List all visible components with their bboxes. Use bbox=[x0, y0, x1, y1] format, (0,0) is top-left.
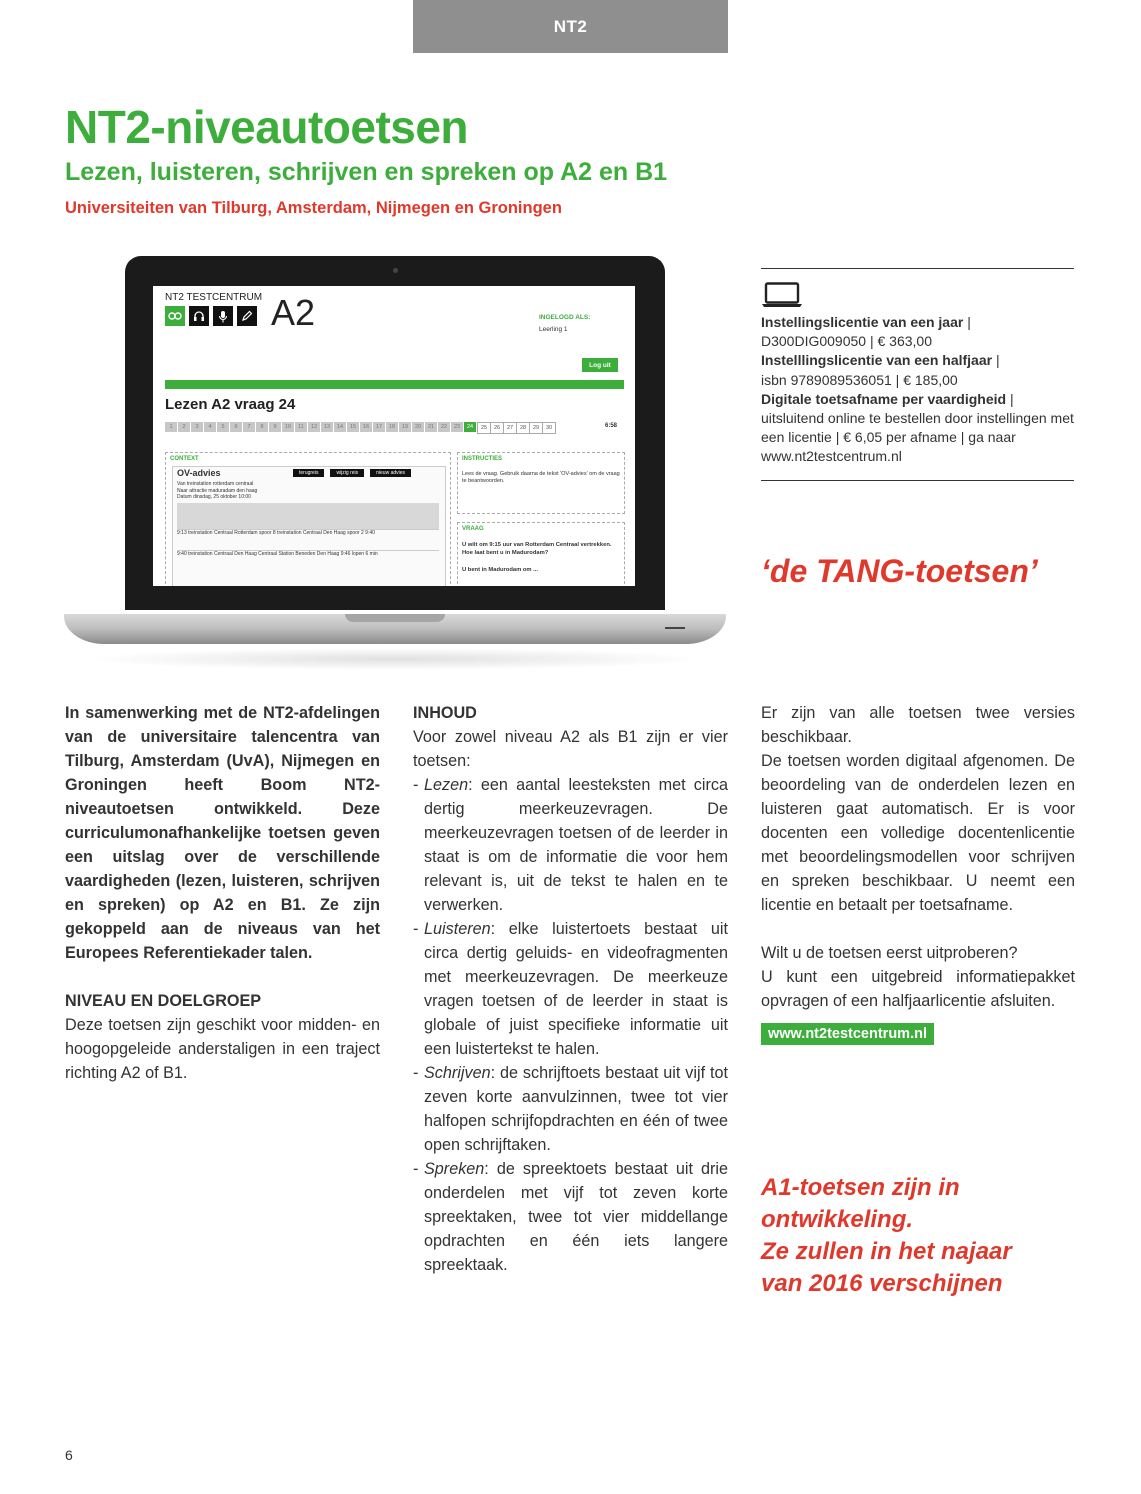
ov-button[interactable]: wijzig reis bbox=[330, 469, 364, 477]
ov-row: 9:40 treinstation Centraal Den Haag Centraal Station Beneden Den Haag 9:46 lopen 6 min bbox=[177, 550, 439, 571]
question-number[interactable]: 25 bbox=[477, 422, 491, 434]
list-item-text: : de schrijftoets bestaat uit vijf tot zeven korte aanvulzinnen, twee tot vier halfopen schrijfopdrachten en één of twee open schrijftaken. bbox=[424, 1064, 728, 1154]
license-2-details: isbn 9789089536051 | € 185,00 bbox=[761, 371, 958, 388]
question-number[interactable]: 9 bbox=[269, 422, 282, 432]
question-text: U wilt om 9:15 uur van Rotterdam Centraal vertrekken. Hoe laat bent u in Madurodam? bbox=[462, 542, 612, 556]
info-pack-text: U kunt een uitgebreid informatiepakket opvragen of een halfjaarlicentie afsluiten. bbox=[761, 968, 1075, 1010]
question-number[interactable]: 14 bbox=[334, 422, 347, 432]
question-number[interactable]: 18 bbox=[386, 422, 399, 432]
question-prompt: U bent in Madurodam om ... bbox=[462, 567, 539, 573]
license-info: Instellingslicentie van een jaar | D300DIG009050 | € 363,00 Instelllingslicentie van een halfjaar | isbn 9789089536051 | € 185,00 Digitale toetsafname per vaardigheid | uitsluitend online te bestellen door instellingen met een licentie | € 6,05 per afname | ga naar www.nt2testcentrum.nl bbox=[761, 314, 1074, 465]
question-number[interactable]: 11 bbox=[295, 422, 308, 432]
divider-bottom bbox=[761, 480, 1074, 481]
question-navigator bbox=[165, 422, 555, 434]
glasses-icon bbox=[165, 306, 185, 326]
ov-summary bbox=[177, 503, 439, 529]
screen-brand: NT2 TESTCENTRUM bbox=[165, 292, 263, 303]
context-label: CONTEXT bbox=[170, 456, 199, 462]
list-item bbox=[413, 917, 728, 1061]
login-user: Leerling 1 bbox=[539, 326, 568, 333]
question-number[interactable]: 5 bbox=[217, 422, 230, 432]
a1-line: Ze zullen in het najaar bbox=[761, 1238, 1012, 1265]
list-item-term: Lezen bbox=[424, 776, 469, 794]
a1-line: ontwikkeling. bbox=[761, 1206, 914, 1233]
content-intro: Voor zowel niveau A2 als B1 zijn er vier toetsen: bbox=[413, 728, 728, 770]
list-item bbox=[413, 773, 728, 917]
ov-title: OV-advies bbox=[177, 468, 221, 478]
ov-advies-panel bbox=[172, 466, 446, 586]
target-group-text: Deze toetsen zijn geschikt voor midden- en hoogopgeleide anderstaligen in een traject richting A2 of B1. bbox=[65, 1016, 380, 1082]
intro-paragraph: In samenwerking met de NT2-afdelingen van de universitaire talencentra van Tilburg, Amsterdam (UvA), Nijmegen en Groningen heeft Boom NT2-niveautoetsen ontwikkeld. Deze curriculumonafhankelijke toetsen geven een uitslag over de verschillende vaardigheden (lezen, luisteren, schrijven en spreken) op A2 en B1. Ze zijn gekoppeld aan de niveaus van het Europees Referentiekader talen. bbox=[65, 704, 380, 962]
test-list bbox=[413, 773, 728, 1277]
website-link[interactable]: www.nt2testcentrum.nl bbox=[761, 1023, 934, 1045]
context-panel bbox=[165, 452, 451, 586]
instructions-text: Lees de vraag. Gebruik daarna de tekst 'OV-advies' om de vraag te beantwoorden. bbox=[462, 471, 620, 484]
microphone-icon bbox=[213, 306, 233, 326]
headphones-icon bbox=[189, 306, 209, 326]
content-heading: INHOUD bbox=[413, 704, 477, 722]
camera-dot bbox=[393, 268, 398, 273]
question-number[interactable]: 26 bbox=[490, 422, 504, 434]
question-number[interactable]: 16 bbox=[360, 422, 373, 432]
laptop-notch bbox=[345, 614, 445, 622]
ov-line: Datum dinsdag, 25 oktober 10:00 bbox=[177, 494, 251, 500]
digital-text: De toetsen worden digitaal afgenomen. De beoordeling van de onderdelen lezen en luisteren gaat automatisch. Er is voor docenten een volledige docentenlicentie met beoordelingsmodellen voor schrijven en spreken beschikbaar. U neemt een licentie en betaalt per toetsafname. bbox=[761, 752, 1075, 914]
question-number[interactable]: 17 bbox=[373, 422, 386, 432]
license-1-details: D300DIG009050 | € 363,00 bbox=[761, 333, 932, 350]
divider-top bbox=[761, 268, 1074, 269]
instructions-label: INSTRUCTIES bbox=[462, 456, 503, 462]
list-item-text: : de spreektoets bestaat uit drie onderdelen met vijf tot zeven korte spreektaken, twee tot vier middellange opdrachten en één iets langere spreektaak. bbox=[424, 1160, 728, 1274]
question-number[interactable]: 4 bbox=[204, 422, 217, 432]
list-item bbox=[413, 1061, 728, 1157]
laptop-slot bbox=[665, 627, 685, 629]
skill-icons bbox=[165, 306, 257, 326]
page-number: 6 bbox=[65, 1447, 73, 1463]
pen-icon bbox=[237, 306, 257, 326]
question-number[interactable]: 15 bbox=[347, 422, 360, 432]
question-number[interactable]: 12 bbox=[308, 422, 321, 432]
test-screen bbox=[153, 286, 635, 586]
question-label: VRAAG bbox=[462, 526, 484, 532]
question-number[interactable]: 13 bbox=[321, 422, 334, 432]
list-item-term: Schrijven bbox=[424, 1064, 491, 1082]
question-number[interactable]: 22 bbox=[438, 422, 451, 432]
question-number[interactable]: 29 bbox=[529, 422, 543, 434]
page-title: NT2-niveautoetsen bbox=[65, 101, 469, 153]
ov-line: Van treinstation rotterdam centraal bbox=[177, 481, 254, 487]
section-tab: NT2 bbox=[413, 0, 728, 53]
question-number[interactable]: 10 bbox=[282, 422, 295, 432]
tang-callout: ‘de TANG-toetsen’ bbox=[761, 553, 1038, 589]
laptop-illustration bbox=[64, 256, 726, 686]
screen-question-title: Lezen A2 vraag 24 bbox=[165, 396, 296, 413]
column-intro bbox=[65, 701, 380, 1085]
instructions-panel bbox=[457, 452, 625, 514]
question-number[interactable]: 7 bbox=[243, 422, 256, 432]
question-number[interactable]: 20 bbox=[412, 422, 425, 432]
column-content bbox=[413, 701, 728, 1277]
license-3-title: Digitale toetsafname per vaardigheid bbox=[761, 390, 1007, 407]
page-subtitle: Lezen, luisteren, schrijven en spreken op A2 en B1 bbox=[65, 158, 668, 186]
target-group-heading: NIVEAU EN DOELGROEP bbox=[65, 992, 262, 1010]
authors-line: Universiteiten van Tilburg, Amsterdam, Nijmegen en Groningen bbox=[65, 199, 562, 217]
list-item-term: Luisteren bbox=[424, 920, 491, 938]
a1-announcement bbox=[761, 1172, 1091, 1300]
question-number[interactable]: 27 bbox=[503, 422, 517, 434]
question-number[interactable]: 8 bbox=[256, 422, 269, 432]
logout-button[interactable]: Log uit bbox=[582, 358, 618, 372]
ov-row: 9:13 treinstation Centraal Rotterdam spoor 8 treinstation Centraal Den Haag spoor 2 9:40 bbox=[177, 529, 439, 550]
versions-text: Er zijn van alle toetsen twee versies beschikbaar. bbox=[761, 704, 1075, 746]
list-item-term: Spreken bbox=[424, 1160, 485, 1178]
question-number[interactable]: 21 bbox=[425, 422, 438, 432]
laptop-shadow bbox=[84, 648, 706, 670]
license-3-details: uitsluitend online te bestellen door instellingen met een licentie | € 6,05 per afname | ga naar www.nt2testcentrum.nl bbox=[761, 410, 1074, 465]
login-label: INGELOGD ALS: bbox=[539, 314, 591, 321]
question-number[interactable]: 3 bbox=[191, 422, 204, 432]
question-number[interactable]: 19 bbox=[399, 422, 412, 432]
license-2-title: Instelllingslicentie van een halfjaar bbox=[761, 352, 993, 369]
ov-line: Naar attractie maduradam den haag bbox=[177, 487, 258, 494]
list-item-text: : elke luistertoets bestaat uit circa dertig geluids- en videofragmenten met meerkeuzevragen. De meerkeuze vragen toetsen of de leerder in staat is globale of juist specifieke informatie uit een luistertekst te halen. bbox=[424, 920, 728, 1058]
screen-level: A2 bbox=[271, 292, 316, 333]
question-number[interactable]: 6 bbox=[230, 422, 243, 432]
question-number[interactable]: 1 bbox=[165, 422, 178, 432]
question-number[interactable]: 24 bbox=[464, 422, 477, 432]
timer: 6:58 bbox=[605, 423, 618, 429]
question-panel bbox=[457, 522, 625, 586]
ov-buttons bbox=[293, 469, 411, 477]
list-item bbox=[413, 1157, 728, 1277]
try-question: Wilt u de toetsen eerst uitproberen? bbox=[761, 944, 1018, 962]
column-info bbox=[761, 701, 1075, 1045]
ov-button[interactable]: nieuw advies bbox=[370, 469, 411, 477]
question-number[interactable]: 30 bbox=[542, 422, 556, 434]
question-number[interactable]: 28 bbox=[516, 422, 530, 434]
a1-line: van 2016 verschijnen bbox=[761, 1270, 1003, 1297]
question-number[interactable]: 23 bbox=[451, 422, 464, 432]
list-item-text: : een aantal leesteksten met circa dertig meerkeuzevragen. De meerkeuzevragen toetsen of de leerder in staat is om de informatie die voor hem relevant is, uit de tekst te halen en te verwerken. bbox=[424, 776, 728, 914]
license-1-title: Instellingslicentie van een jaar bbox=[761, 314, 964, 330]
ov-details bbox=[177, 481, 439, 571]
laptop-icon bbox=[761, 282, 803, 313]
green-bar bbox=[165, 380, 624, 389]
ov-button[interactable]: terugreis bbox=[293, 469, 324, 477]
a1-line: A1-toetsen zijn in bbox=[761, 1174, 960, 1201]
question-number[interactable]: 2 bbox=[178, 422, 191, 432]
